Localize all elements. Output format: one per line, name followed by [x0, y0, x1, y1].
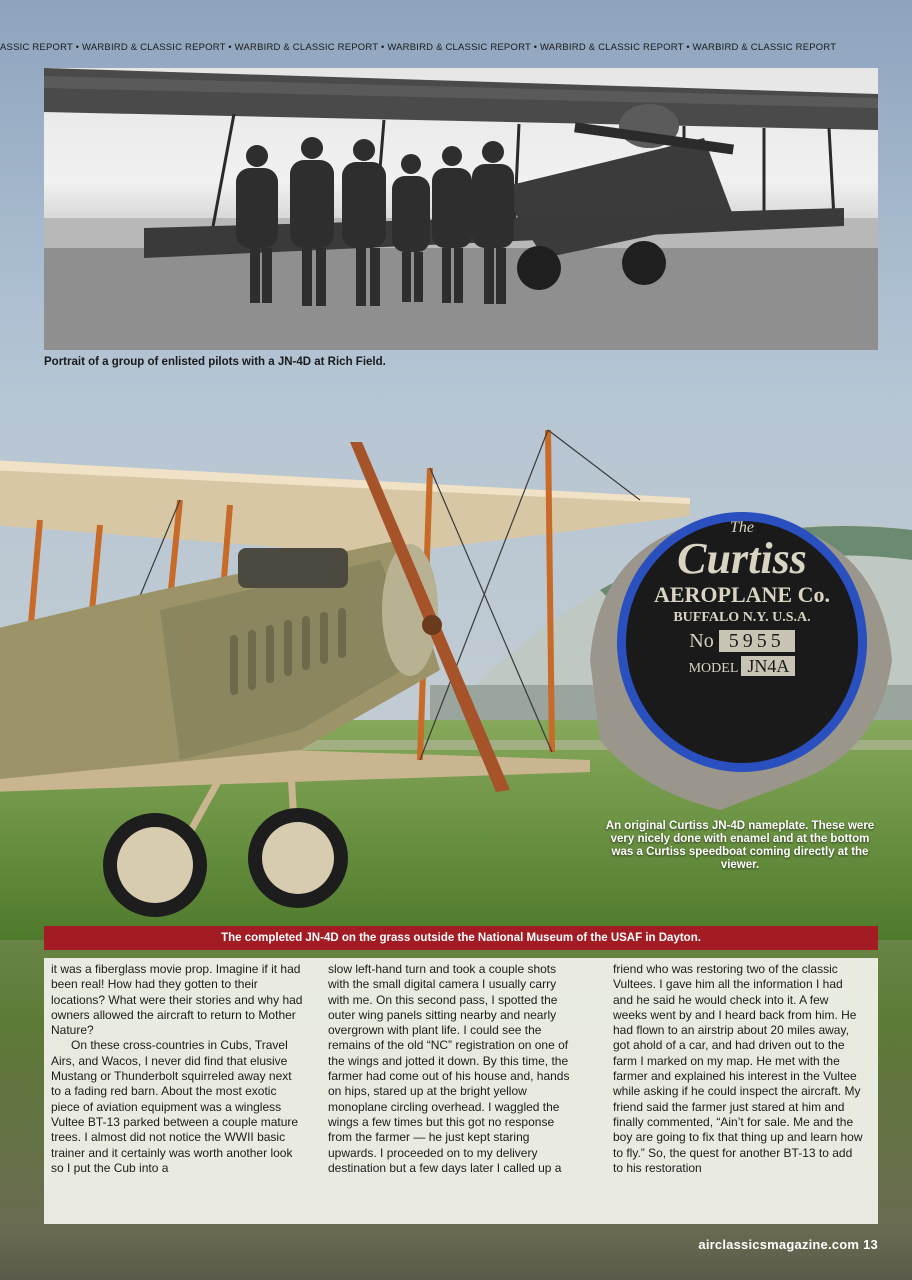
nameplate-the: The — [730, 519, 754, 536]
column-1 — [51, 962, 303, 1176]
nameplate-model-row — [626, 654, 858, 681]
nameplate-model: JN4A — [741, 656, 795, 676]
running-header: ASSIC REPORT • WARBIRD & CLASSIC REPORT • WARBIRD & CLASSIC REPORT • WARBIRD & CLASSIC REPORT • WARBIRD & CLASSIC REPORT • WARBIRD & CLASSIC REPORT — [0, 42, 837, 53]
historical-photo — [44, 68, 878, 350]
paragraph: friend who was restoring two of the classic Vultees. I gave him all the information I had and he said he would check into it. A few weeks went by and I heard back from him. He had flown to an airstrip about 20 miles away, got ahold of a car, and had driven out to the farm I marked on my map. He met with the farmer and explained his interest in the Vultee while asking if he could inspect the aircraft. My friend said the farmer just stared at him and finally commented, “Ain’t for sale. Me and the boy are going to fix that thing up and learn how to fly.” So, the quest for another BT-13 to add to his restoration — [613, 962, 863, 1175]
column-3 — [613, 962, 865, 1176]
paragraph: On these cross-countries in Cubs, Travel Airs, and Wacos, I never did find that elusive Mustang or Thunderbolt squirreled away next to a fading red barn. About the most exotic piece of aviation equipment was a wingless Vultee BT-13 parked between a couple mature trees. I almost did not notice the WWII basic trainer and it certainly was worth another look so I put the Cub into a — [51, 1038, 299, 1175]
nameplate — [626, 520, 858, 681]
nameplate-number-row — [626, 628, 858, 654]
nameplate-caption: An original Curtiss JN-4D nameplate. These were very nicely done with enamel and at the bottom was a Curtiss speedboat coming directly at the viewer. — [605, 820, 875, 871]
page-number: 13 — [863, 1237, 878, 1252]
nameplate-curtiss: Curtiss — [677, 534, 807, 583]
paragraph: it was a fiberglass movie prop. Imagine if it had been real! How had they gotten to their locations? What were their stories and why had owners allowed the aircraft to return to Mother Nature? — [51, 962, 303, 1038]
nameplate-number: 5955 — [719, 630, 795, 652]
article-body — [44, 958, 878, 1224]
pilots-biplane-illustration — [44, 68, 878, 350]
nameplate-city: BUFFALO N.Y. U.S.A. — [673, 610, 811, 625]
column-2 — [328, 962, 580, 1176]
footer-site: airclassicsmagazine.com — [698, 1237, 860, 1252]
photo-banner-caption: The completed JN-4D on the grass outside the National Museum of the USAF in Dayton. — [44, 926, 878, 950]
page-footer — [698, 1237, 878, 1252]
nameplate-no-label: No — [689, 630, 714, 652]
nameplate-aeroplane: AEROPLANE Co. — [653, 582, 830, 607]
paragraph: slow left-hand turn and took a couple shots with the small digital camera I usually carry with me. On this second pass, I spotted the outer wing panels sitting nearby and nearly overgrown with plant life. I could see the remains of the old “NC” registration on one of the wings and jotted it down. By this time, the farmer had come out of his house and, hands on hips, stared up at the bright yellow monoplane circling overhead. I waggled the wings a few times but this got no response from the farmer — he just kept staring upwards. I proceeded on to my delivery destination but a few days later I called up a — [328, 962, 570, 1175]
nameplate-model-label: MODEL — [688, 661, 738, 676]
photo-caption: Portrait of a group of enlisted pilots with a JN-4D at Rich Field. — [44, 356, 386, 368]
